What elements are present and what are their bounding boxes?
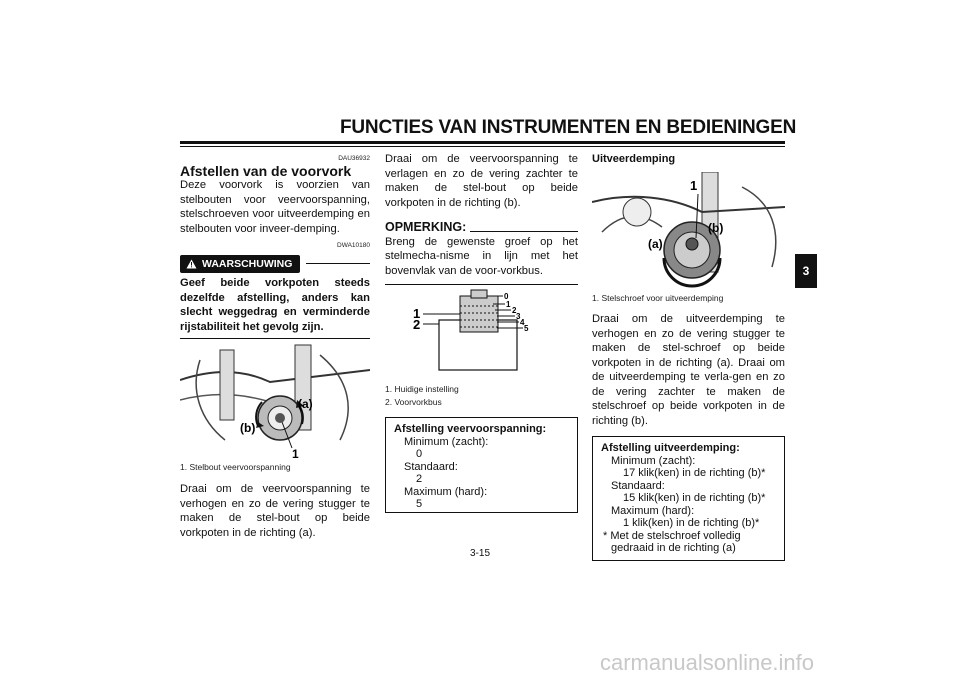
column-2-lower	[385, 384, 578, 513]
figure-caption: 1. Stelschroef voor uitveerdemping	[592, 293, 724, 303]
note-label: OPMERKING:	[385, 220, 467, 234]
note-end-rule	[385, 284, 578, 285]
spec-title: Afstelling uitveerdemping:	[601, 442, 740, 454]
column-3-lower	[592, 293, 785, 561]
spec-row: Minimum (zacht):	[404, 435, 489, 448]
spec-footnote: * Met de stelschroef volledig gedraaid in de richting (a)	[603, 529, 741, 554]
chapter-tab[interactable]: 3	[795, 254, 817, 288]
spec-box-rebound	[592, 436, 785, 561]
warning-label: WAARSCHUWING	[202, 257, 293, 270]
spec-value: 2	[416, 473, 423, 485]
subheading-uitveerdemping: Uitveerdemping	[592, 153, 676, 165]
figure-caption-2: 2. Voorvorkbus	[385, 397, 442, 407]
figure-label-a: (a)	[298, 397, 313, 411]
note-header	[385, 220, 578, 235]
column-1-lower	[180, 462, 370, 540]
header-rule	[180, 141, 785, 144]
spec-value: 0	[416, 448, 423, 460]
spec-row: Standaard:	[404, 460, 458, 473]
spec-value: 17 klik(ken) in de richting (b)*	[623, 467, 766, 479]
warning-badge	[180, 255, 300, 274]
note-rule	[470, 231, 578, 232]
groove-4: 4	[520, 318, 525, 327]
watermark[interactable]: carmanualsonline.info	[600, 650, 815, 675]
section-heading: Afstellen van de voorvork	[180, 162, 352, 179]
page-number: 3-15	[469, 548, 490, 559]
spec-value: 1 klik(ken) in de richting (b)*	[623, 517, 760, 529]
warning-end-rule	[180, 338, 370, 339]
spec-value: 5	[416, 498, 423, 510]
spec-value: 15 klik(ken) in de richting (b)*	[623, 492, 766, 504]
groove-0: 0	[504, 292, 509, 301]
header-rule-thin	[180, 146, 785, 147]
figure-label-2: 2	[413, 317, 421, 332]
figure-caption-1: 1. Huidige instelling	[385, 384, 459, 394]
column-1	[180, 152, 370, 370]
figure-label-b: (b)	[708, 221, 724, 235]
page-header-title: FUNCTIES VAN INSTRUMENTEN EN BEDIENINGEN	[340, 117, 797, 138]
figure-label-1: 1	[690, 178, 698, 193]
figure-groove-diagram	[405, 286, 555, 371]
warning-text: Geef beide vorkpoten steeds dezelfde afstelling, anders kan slecht weggedrag en verminderde rijstabiliteit het gevolg zijn.	[180, 277, 370, 333]
intro-text: Deze voorvork is voorzien van stelbouten voor veervoorspanning, stelschroeven voor uitveerdemping en stelbouten voor inveer-demping.	[180, 179, 370, 235]
groove-2: 2	[512, 306, 517, 315]
groove-3: 3	[516, 312, 521, 321]
figure-label-1: 1	[292, 447, 299, 460]
warning-header	[180, 255, 370, 274]
body-text-b: Draai om de veervoorspanning te verlagen en zo de vering zachter te maken de stel-bout op beide vorkpoten in de richting (b).	[385, 153, 578, 209]
groove-1: 1	[506, 300, 511, 309]
column-2	[385, 152, 578, 285]
warning-triangle-icon	[186, 259, 197, 269]
spec-row: Minimum (zacht):	[611, 454, 696, 467]
warning-rule	[306, 263, 370, 264]
warning-code: DWA10180	[337, 242, 370, 249]
section-code: DAU36932	[338, 155, 370, 162]
spec-row: Maximum (hard):	[404, 485, 488, 498]
body-text-c: Draai om de uitveerdemping te verhogen en zo de vering stugger te maken de stel-schroef op beide vorkpoten in de richting (a). Draai om de uitveerdemping te verla-gen en zo de vering zachter te maken de stelschroef op beide vorkpoten in de richting (b).	[592, 313, 785, 427]
spec-row: Standaard:	[611, 479, 665, 492]
figure-label-a: (a)	[648, 237, 663, 251]
body-text-a: Draai om de veervoorspanning te verhogen en zo de vering stugger te maken de stel-bout op beide vorkpoten in de richting (a).	[180, 483, 370, 539]
figure-rebound-screw	[592, 172, 785, 290]
note-text: Breng de gewenste groef op het stelmecha-nisme in lijn met het bovenvlak van de voor-vorkbus.	[385, 235, 578, 277]
figure-preload-bolt	[180, 340, 370, 460]
spec-title: Afstelling veervoorspanning:	[394, 423, 547, 435]
figure-caption: 1. Stelbout veervoorspanning	[180, 462, 291, 472]
spec-box-preload	[385, 417, 578, 513]
spec-row: Maximum (hard):	[611, 504, 695, 517]
column-3	[592, 152, 785, 167]
groove-5: 5	[524, 324, 529, 333]
figure-label-b: (b)	[240, 421, 256, 435]
figure-label-1: 1	[413, 306, 421, 321]
